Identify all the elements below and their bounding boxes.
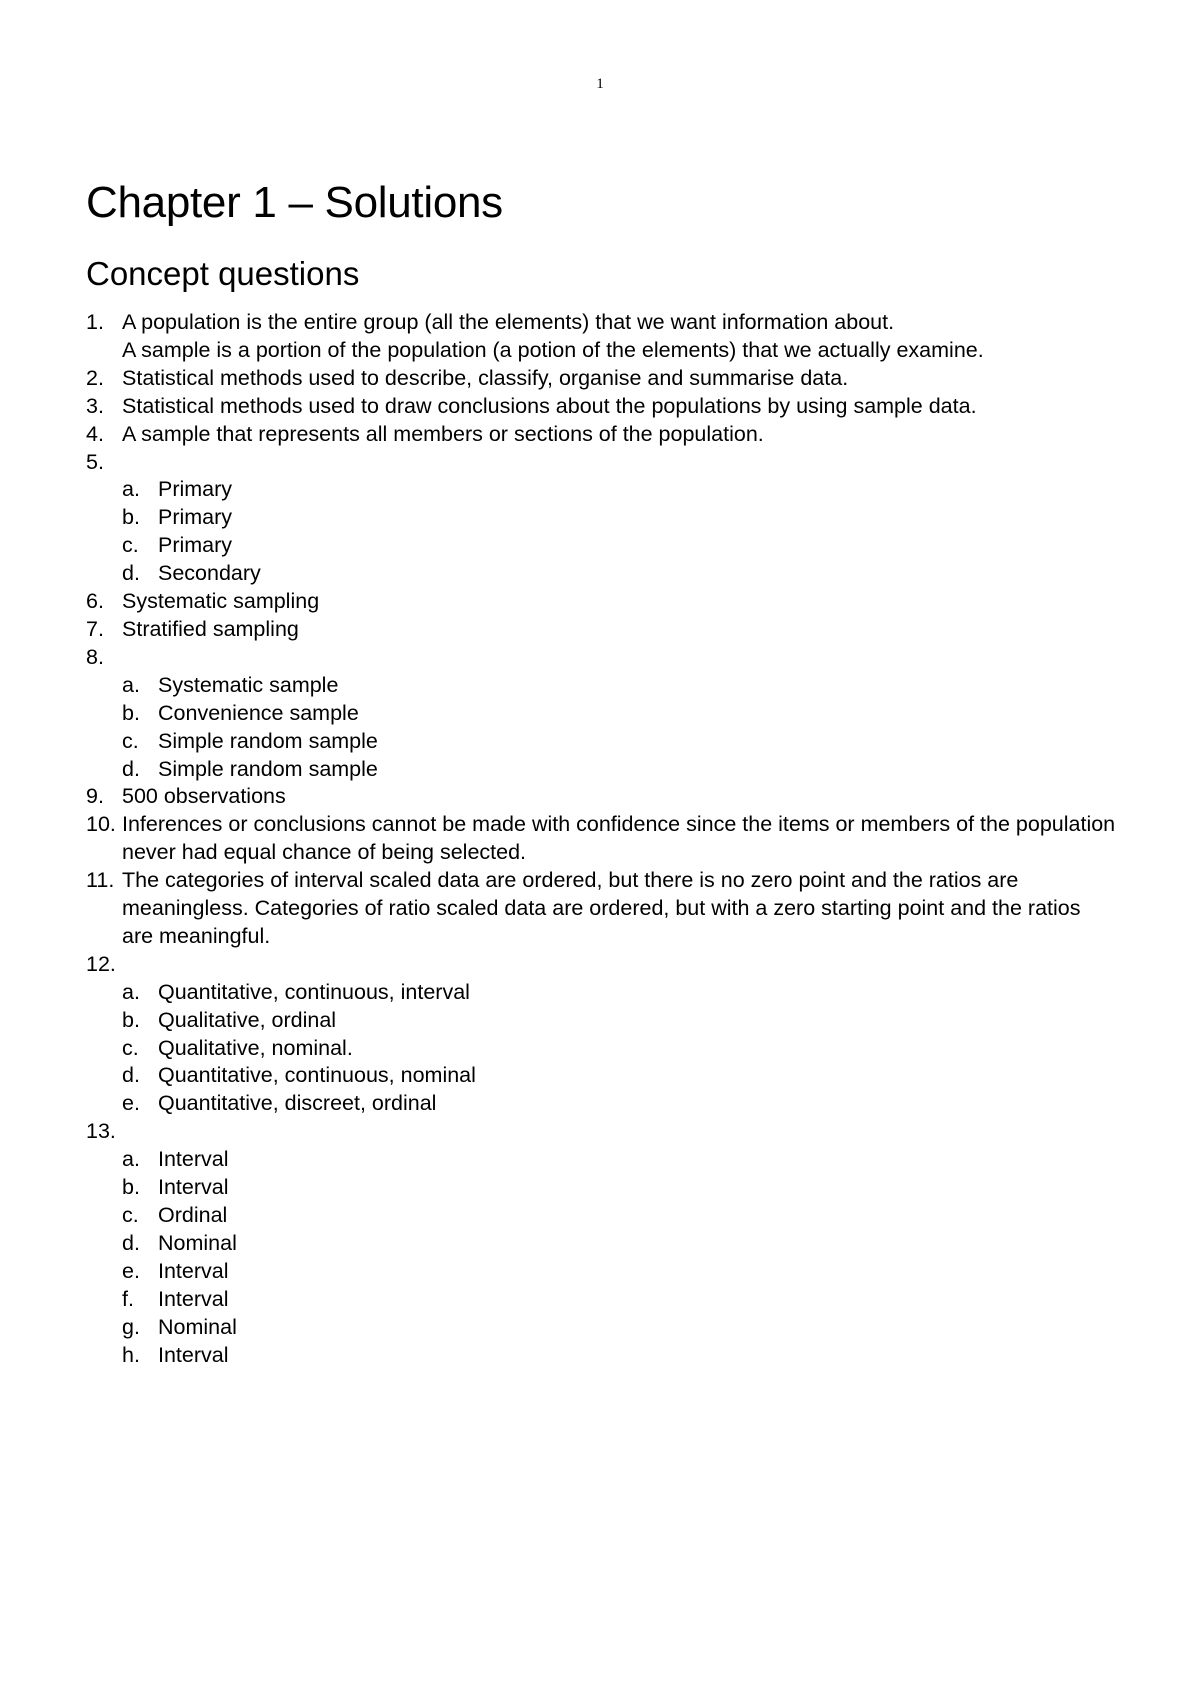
sub-item-letter: a. [122, 979, 140, 1004]
item-text-continued: A sample is a portion of the population (a potion of the elements) that we actually examine. [122, 337, 984, 362]
sub-item-text: Interval [158, 1342, 229, 1367]
sub-list-item [122, 504, 1116, 532]
sub-item-text: Qualitative, ordinal [158, 1007, 337, 1032]
item-text: Inferences or conclusions cannot be made with confidence since the items or members of the population never had equal chance of being selected. [122, 812, 1116, 865]
sub-item-letter: f. [122, 1286, 134, 1311]
list-item [86, 616, 1116, 644]
list-item [86, 644, 1116, 784]
sub-list-item [122, 560, 1116, 588]
sub-list-item [122, 728, 1116, 756]
sub-item-letter: b. [122, 700, 140, 725]
sub-list-item [122, 979, 1116, 1007]
sub-item-letter: b. [122, 1007, 140, 1032]
sub-item-letter: d. [122, 561, 140, 586]
sub-item-letter: a. [122, 672, 140, 697]
sub-list-item [122, 476, 1116, 504]
sub-item-text: Primary [158, 505, 233, 530]
item-number: 2. [86, 365, 104, 390]
sub-list-item [122, 1090, 1116, 1118]
sub-list-item [122, 1286, 1116, 1314]
item-number: 7. [86, 616, 104, 641]
sub-list [122, 979, 1116, 1119]
list-item [86, 449, 1116, 589]
item-number: 10. [86, 812, 116, 837]
sub-item-letter: d. [122, 1063, 140, 1088]
sub-item-letter: c. [122, 1203, 139, 1227]
sub-list-item [122, 1174, 1116, 1202]
page-number: 1 [596, 76, 604, 92]
item-number: 1. [86, 310, 104, 334]
sub-item-text: Interval [158, 1286, 229, 1311]
item-text: Systematic sampling [122, 589, 320, 614]
sub-list-item [122, 1314, 1116, 1342]
sub-list-item [122, 700, 1116, 728]
sub-item-letter: e. [122, 1091, 140, 1116]
list-item [86, 783, 1116, 811]
sub-item-text: Interval [158, 1147, 229, 1172]
list-item [86, 951, 1116, 1118]
item-number: 3. [86, 393, 104, 418]
sub-item-text: Simple random sample [158, 728, 378, 753]
sub-item-letter: g. [122, 1314, 140, 1339]
sub-item-letter: d. [122, 756, 140, 781]
item-text: 500 observations [122, 784, 286, 809]
item-number: 5. [86, 449, 104, 474]
item-text: Statistical methods used to draw conclusions about the populations by using sample data. [122, 393, 977, 418]
sub-item-letter: c. [122, 533, 139, 558]
sub-item-text: Secondary [158, 561, 261, 586]
list-item [86, 393, 1116, 421]
item-number: 8. [86, 644, 104, 669]
item-number: 13. [86, 1119, 116, 1144]
sub-list-item [122, 1062, 1116, 1090]
section-heading: Concept questions [86, 255, 360, 292]
sub-item-text: Simple random sample [158, 756, 378, 781]
sub-item-text: Primary [158, 533, 233, 558]
item-number: 9. [86, 784, 104, 809]
item-number: 12. [86, 951, 116, 976]
sub-list-item [122, 1035, 1116, 1063]
item-number: 11. [86, 868, 115, 893]
list-item [86, 811, 1116, 867]
sub-item-text: Primary [158, 477, 233, 502]
sub-item-text: Qualitative, nominal. [158, 1035, 353, 1060]
sub-list-item [122, 1146, 1116, 1174]
sub-list-item [122, 1007, 1116, 1035]
sub-item-text: Quantitative, continuous, interval [158, 979, 470, 1004]
sub-list-item [122, 672, 1116, 700]
item-number: 4. [86, 421, 104, 446]
chapter-title: Chapter 1 – Solutions [86, 178, 503, 227]
item-text [122, 951, 1116, 979]
sub-list-item [122, 1202, 1116, 1230]
sub-item-letter: e. [122, 1258, 140, 1283]
item-text: The categories of interval scaled data are ordered, but there is no zero point and the ratios are meaningless. Categories of ratio scaled data are ordered, but with a zero starting point and the ratios are meaningful. [122, 868, 1081, 948]
item-number: 6. [86, 589, 104, 614]
sub-list [122, 672, 1116, 784]
sub-list [122, 1146, 1116, 1369]
sub-list-item [122, 532, 1116, 560]
sub-item-letter: c. [122, 728, 139, 753]
sub-item-text: Nominal [158, 1230, 237, 1255]
item-text [122, 449, 1116, 477]
sub-list-item [122, 1342, 1116, 1370]
sub-list [122, 476, 1116, 588]
sub-item-text: Interval [158, 1175, 229, 1200]
sub-item-text: Ordinal [158, 1203, 228, 1227]
sub-item-letter: b. [122, 1175, 140, 1200]
sub-item-text: Systematic sample [158, 672, 339, 697]
item-text [122, 1118, 1116, 1146]
list-item [86, 309, 1116, 365]
sub-item-text: Quantitative, discreet, ordinal [158, 1091, 437, 1116]
list-item [86, 1118, 1116, 1369]
list-item [86, 365, 1116, 393]
sub-item-text: Nominal [158, 1314, 237, 1339]
sub-list-item [122, 1230, 1116, 1258]
item-text: Statistical methods used to describe, classify, organise and summarise data. [122, 365, 849, 390]
sub-item-letter: a. [122, 1147, 140, 1172]
sub-item-letter: b. [122, 505, 140, 530]
list-item [86, 421, 1116, 449]
sub-item-letter: h. [122, 1342, 140, 1367]
sub-item-letter: a. [122, 477, 140, 502]
sub-list-item [122, 1258, 1116, 1286]
sub-item-letter: c. [122, 1035, 139, 1060]
item-text [122, 644, 1116, 672]
list-item [86, 588, 1116, 616]
solutions-list [86, 309, 1116, 1369]
item-text: A population is the entire group (all the elements) that we want information about. [122, 310, 895, 334]
sub-item-text: Interval [158, 1258, 229, 1283]
sub-item-text: Convenience sample [158, 700, 359, 725]
list-item [86, 867, 1116, 951]
item-text: A sample that represents all members or sections of the population. [122, 421, 764, 446]
item-text: Stratified sampling [122, 616, 299, 641]
sub-item-letter: d. [122, 1230, 140, 1255]
sub-item-text: Quantitative, continuous, nominal [158, 1063, 476, 1088]
sub-list-item [122, 756, 1116, 784]
